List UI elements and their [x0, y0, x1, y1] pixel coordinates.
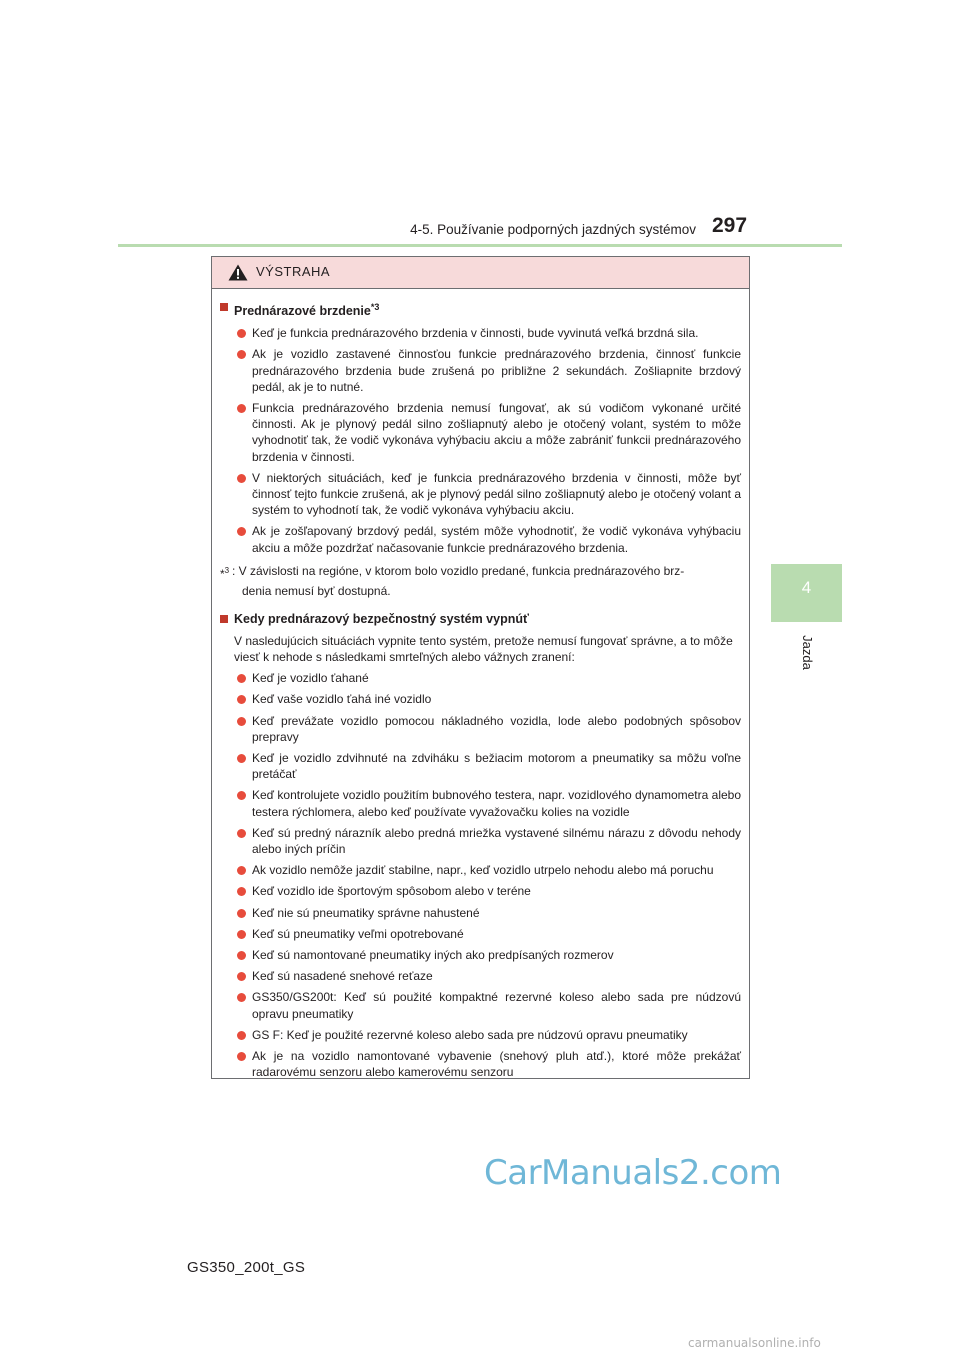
bullet-item: Keď vaše vozidlo ťahá iné vozidlo	[220, 691, 743, 707]
bullet-item: Keď nie sú pneumatiky správne nahustené	[220, 905, 743, 921]
footnote-asterisk: *	[220, 566, 225, 581]
header-section-title: 4-5. Používanie podporných jazdných systémov	[410, 222, 696, 237]
bullet-item: Ak je zošľapovaný brzdový pedál, systém môže vyhodnotiť, že vodič vykonáva vyhýbaciu akciu a môže pozdržať načasovanie funkcie prednárazového brzdenia.	[220, 523, 743, 555]
bullet-item: Keď sú nasadené snehové reťaze	[220, 968, 743, 984]
chapter-number: 4	[801, 578, 812, 597]
bullet-item: Ak je vozidlo zastavené činnosťou funkcie prednárazového brzdenia, činnosť funkcie prednárazového brzdenia bude zrušená po približne 2 sekundách. Zošliapnite brzdový pedál, ak je to nutné.	[220, 346, 743, 395]
footer-model: GS350_200t_GS	[187, 1259, 306, 1276]
footnote-line: denia nemusí byť dostupná.	[242, 583, 391, 598]
chapter-tab	[771, 564, 842, 622]
bullet-item: Keď sú namontované pneumatiky iných ako predpísaných rozmerov	[220, 947, 743, 963]
bullet-item: Keď je vozidlo ťahané	[220, 670, 743, 686]
section-intro: V nasledujúcich situáciách vypnite tento systém, pretože nemusí fungovať správne, a to môže viesť k nehode s následkami smrteľných alebo vážnych zranení:	[234, 633, 733, 664]
chapter-label	[780, 630, 835, 674]
page-number: 297	[712, 214, 748, 237]
bullet-item: Keď kontrolujete vozidlo použitím bubnového testera, napr. vozidlového dynamometra alebo testera rýchlomera, alebo keď používate vyvažovačku kolies na vozidle	[220, 787, 743, 819]
warning-header	[212, 257, 749, 289]
warning-box	[211, 256, 750, 1079]
bullet-item: Keď prevážate vozidlo pomocou nákladného vozidla, lode alebo podobných spôsobov prepravy	[220, 713, 743, 745]
bullet-item: Ak vozidlo nemôže jazdiť stabilne, napr., keď vozidlo utrpelo nehodu alebo má poruchu	[220, 862, 743, 878]
bullet-item: Keď je funkcia prednárazového brzdenia v činnosti, bude vyvinutá veľká brzdná sila.	[220, 325, 743, 341]
watermark-logo: CarManuals2.com	[484, 1153, 782, 1193]
bullet-item: Keď je vozidlo zdvihnuté na zdviháku s bežiacim motorom a pneumatiky sa môžu voľne pretáčať	[220, 750, 743, 782]
section1-heading-sup: *3	[370, 302, 380, 312]
bullet-item: V niektorých situáciách, keď je funkcia prednárazového brzdenia v činnosti, môže byť činnosť tejto funkcie zrušená, ak je plynový pedál silno zošliapnutý alebo je otočený volant a systém to vyhodnotí tak, že vodič vykonáva vyhýbaciu akciu.	[220, 470, 743, 519]
bullet-item: GS350/GS200t: Keď sú použité kompaktné rezervné koleso alebo sada pre núdzovú opravu pneumatiky	[220, 989, 743, 1021]
footnote	[220, 561, 743, 601]
header-rule	[118, 244, 842, 247]
section-heading-pre-collision-braking	[220, 299, 743, 319]
bullet-item: GS F: Keď je použité rezervné koleso alebo sada pre núdzovú opravu pneumatiky	[220, 1027, 743, 1043]
bullet-item: Keď vozidlo ide športovým spôsobom alebo v teréne	[220, 883, 743, 899]
bullet-item: Keď sú pneumatiky veľmi opotrebované	[220, 926, 743, 942]
footnote-line: : V závislosti na regióne, v ktorom bolo vozidlo predané, funkcia prednárazového brz-	[232, 563, 685, 578]
section-heading-when-to-disable: Kedy prednárazový bezpečnostný systém vypnúť	[220, 611, 743, 627]
footnote-marker	[220, 561, 229, 584]
section1-heading-text: Prednárazové brzdenie	[234, 304, 371, 319]
chapter-label-text: Jazda	[799, 634, 815, 670]
footnote-sup: 3	[224, 565, 230, 575]
footer-site: carmanualsonline.info	[688, 1336, 821, 1350]
bullet-item: Keď sú predný nárazník alebo predná mriežka vystavené silnému nárazu z dôvodu nehody alebo iných príčin	[220, 825, 743, 857]
bullet-item: Ak je na vozidlo namontované vybavenie (snehový pluh atď.), ktoré môže prekážať radarovému senzoru alebo kamerovému senzoru	[220, 1048, 743, 1080]
warning-triangle-icon	[228, 264, 248, 281]
bullet-item: Funkcia prednárazového brzdenia nemusí fungovať, ak sú vodičom vykonané určité činnosti. Ak je plynový pedál silno zošliapnutý alebo je otočený volant, systém to môže vyhodnotiť tak, že vodič vykonáva vyhýbaciu akciu a môže zabrániť funkcii prednárazového brzdenia v činnosti.	[220, 400, 743, 465]
warning-title: VÝSTRAHA	[256, 264, 331, 279]
warning-content	[212, 289, 749, 1080]
